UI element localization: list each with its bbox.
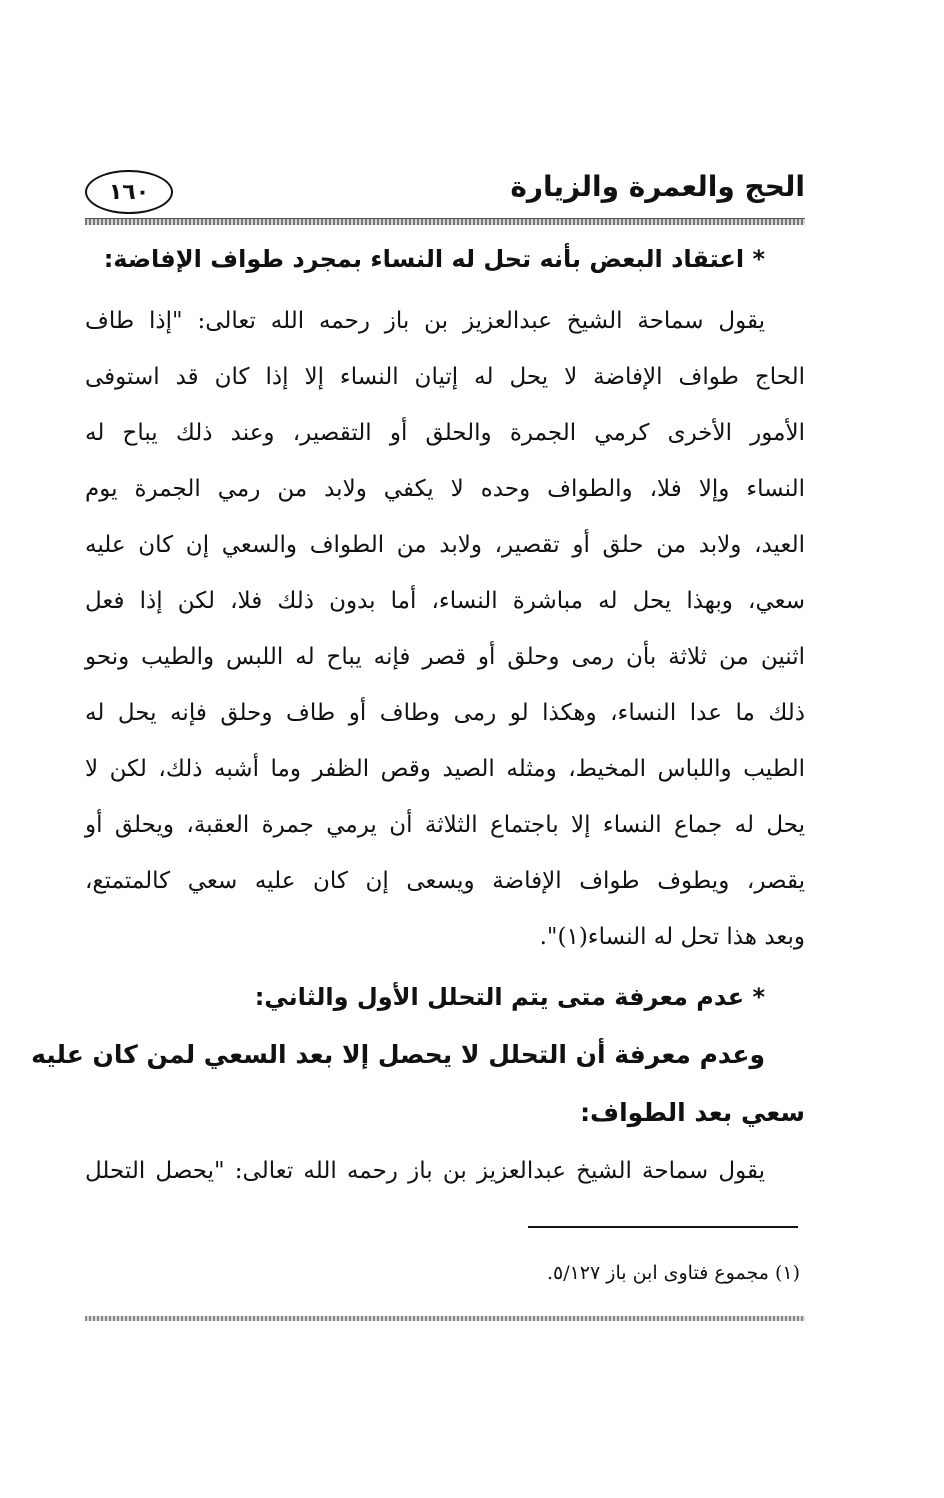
- page-number: ١٦٠: [85, 170, 173, 214]
- paragraph-line: اثنين من ثلاثة بأن رمى وحلق أو قصر فإنه يباح له اللبس والطيب ونحو: [85, 644, 805, 670]
- paragraph-line: سعي، وبهذا يحل له مباشرة النساء، أما بدون ذلك فلا، لكن إذا فعل: [85, 588, 805, 614]
- book-title: الحج والعمرة والزيارة: [510, 170, 805, 203]
- paragraph-line: يقصر، ويطوف طواف الإفاضة ويسعى إن كان عليه سعي كالمتمتع،: [85, 868, 805, 894]
- footer-divider: [85, 1316, 805, 1321]
- paragraph-line: وبعد هذا تحل له النساء(١)".: [539, 924, 805, 950]
- bold-subheading-line: سعي بعد الطواف:: [580, 1098, 805, 1127]
- paragraph-line: يقول سماحة الشيخ عبدالعزيز بن باز رحمه الله تعالى: "إذا طاف: [85, 308, 765, 334]
- paragraph-line: يحل له جماع النساء إلا باجتماع الثلاثة أن يرمي جمرة العقبة، ويحلق أو: [85, 812, 805, 838]
- paragraph-line: العيد، ولابد من حلق أو تقصير، ولابد من الطواف والسعي إن كان عليه: [85, 532, 805, 558]
- paragraph-line: الحاج طواف الإفاضة لا يحل له إتيان النساء إلا إذا كان قد استوفى: [85, 364, 805, 390]
- paragraph-line: النساء وإلا فلا، والطواف وحده لا يكفي ولابد من رمي الجمرة يوم: [85, 476, 805, 502]
- footnote-divider: [528, 1226, 798, 1228]
- paragraph-line: الطيب واللباس المخيط، ومثله الصيد وقص الظفر وما أشبه ذلك، لكن لا: [85, 756, 805, 782]
- paragraph-line: يقول سماحة الشيخ عبدالعزيز بن باز رحمه الله تعالى: "يحصل التحلل: [85, 1158, 765, 1184]
- paragraph-line: ذلك ما عدا النساء، وهكذا لو رمى وطاف أو طاف وحلق فإنه يحل له: [85, 700, 805, 726]
- header-divider: [85, 218, 805, 225]
- section-heading: * عدم معرفة متى يتم التحلل الأول والثاني:: [254, 983, 765, 1011]
- footnote: (١) مجموع فتاوى ابن باز ٥/١٢٧.: [546, 1262, 800, 1284]
- paragraph-line: الأمور الأخرى كرمي الجمرة والحلق أو التقصير، وعند ذلك يباح له: [85, 420, 805, 446]
- page-header: [85, 168, 805, 214]
- section-heading: * اعتقاد البعض بأنه تحل له النساء بمجرد طواف الإفاضة:: [103, 245, 765, 273]
- bold-subheading-line: وعدم معرفة أن التحلل لا يحصل إلا بعد السعي لمن كان عليه: [31, 1040, 765, 1069]
